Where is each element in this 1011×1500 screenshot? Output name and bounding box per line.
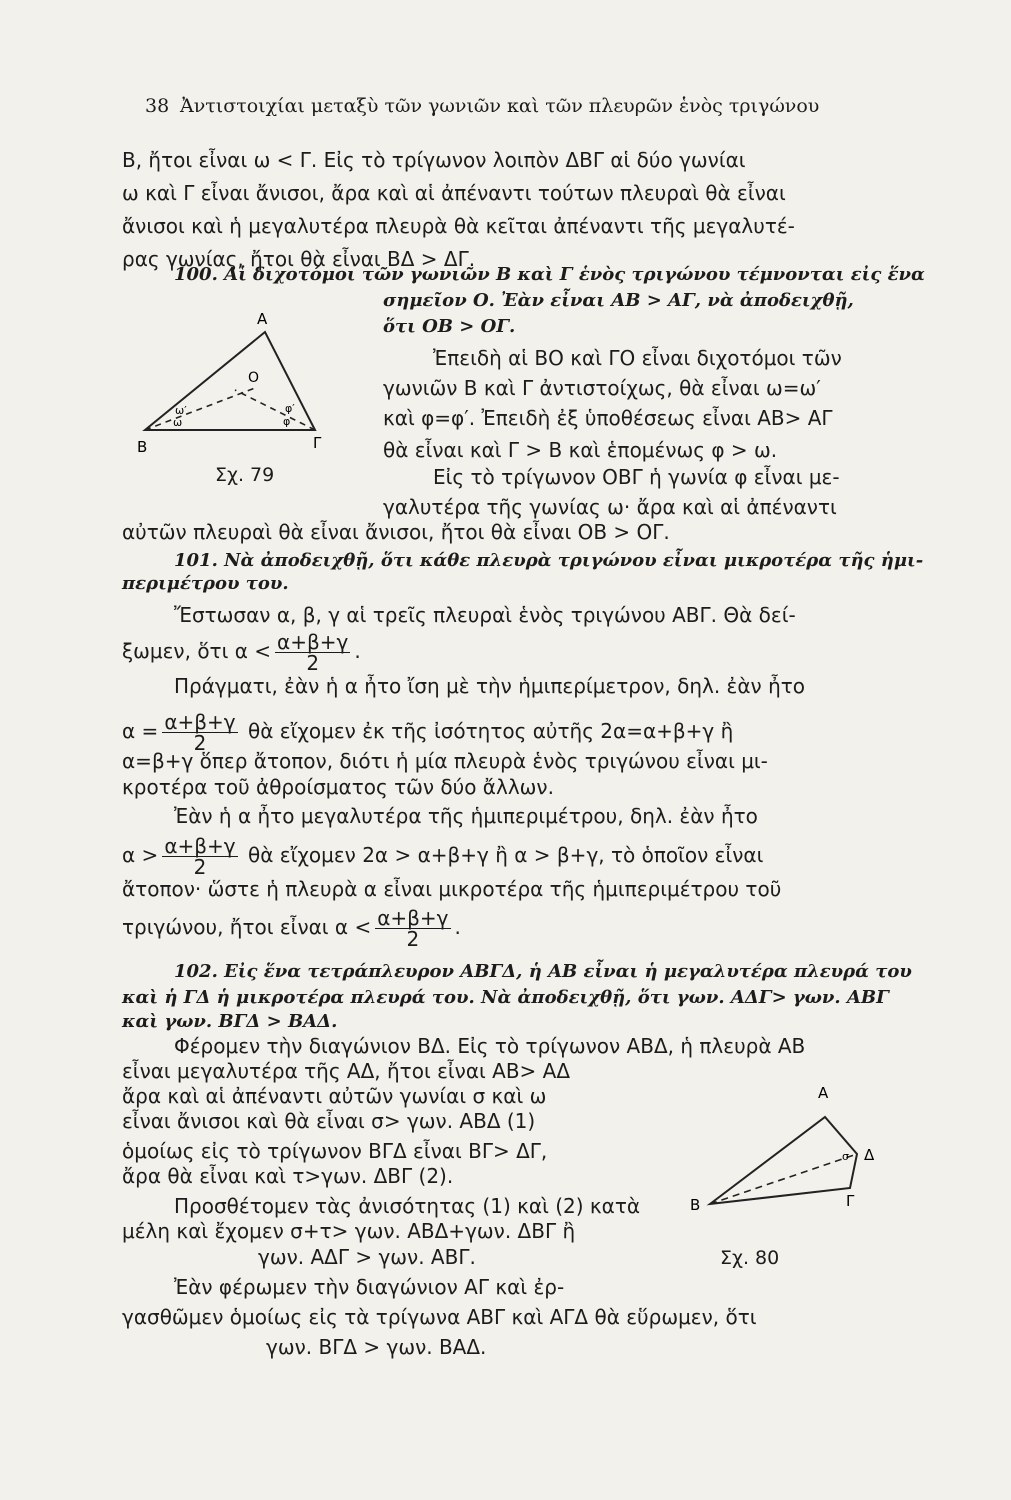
page-number: 38 (145, 95, 170, 117)
fraction-numerator: α+β+γ (377, 906, 449, 930)
fraction-denominator: 2 (193, 731, 207, 755)
proof-line: Πράγματι, ἐὰν ἡ α ἦτο ἴση μὲ τὴν ἡμιπερίμετρον, δηλ. ἐὰν ἦτο (174, 674, 806, 698)
bisector-go (235, 390, 315, 430)
label-a: Α (818, 1084, 829, 1102)
proof-line: μέλη καὶ ἔχομεν σ+τ> γων. ΑΒΔ+γων. ΔΒΓ ἢ (122, 1219, 576, 1243)
proof-line: γων. ΒΓΔ > γων. ΒΑΔ. (266, 1335, 487, 1359)
label-b: Β (690, 1196, 701, 1214)
proof-line: γασθῶμεν ὁμοίως εἰς τὰ τρίγωνα ΑΒΓ καὶ ΑΓΔ θὰ εὕρωμεν, ὅτι (122, 1305, 757, 1329)
proof-line: γαλυτέρα τῆς γωνίας ω· ἄρα καὶ αἱ ἀπέναντι (383, 495, 837, 519)
proof-line: γωνιῶν Β καὶ Γ ἀντιστοίχως, θὰ εἶναι ω=ω′ (383, 376, 821, 400)
inequality-line: ξωμεν, ὅτι α < $\frac{\alpha+\beta+\gamma}{2}$ . (122, 630, 361, 675)
intro-line: ἄνισοι καὶ ἡ μεγαλυτέρα πλευρὰ θὰ κεῖται ἀπέναντι τῆς μεγαλυτέ- (122, 214, 795, 238)
fraction-numerator: α+β+γ (164, 834, 236, 858)
equation-text: θὰ εἴχομεν ἐκ τῆς ἰσότητος αὐτῆς 2α=α+β+γ ἢ (247, 719, 734, 743)
proof-line: ἄρα θὰ εἶναι καὶ τ>γων. ΔΒΓ (2). (122, 1164, 454, 1188)
fraction-denominator: 2 (406, 927, 420, 951)
label-g: Γ (313, 434, 322, 452)
proof-line: Εἰς τὸ τρίγωνον ΟΒΓ ἡ γωνία φ εἶναι με- (433, 465, 840, 489)
fraction-semiperimeter (375, 908, 450, 949)
proof-line: ὁμοίως εἰς τὸ τρίγωνον ΒΓΔ εἶναι ΒΓ> ΔΓ, (122, 1139, 548, 1163)
inequality-text: τριγώνου, ἤτοι εἶναι α < (122, 915, 372, 939)
fraction-denominator: 2 (193, 855, 207, 879)
proof-line: γων. ΑΔΓ > γων. ΑΒΓ. (258, 1245, 476, 1269)
label-b: Β (137, 438, 148, 456)
fraction-semiperimeter (162, 712, 237, 753)
fraction-semiperimeter (162, 836, 237, 877)
problem-101-statement: περιμέτρου του. (122, 573, 289, 594)
running-title: Ἀντιστοιχίαι μεταξὺ τῶν γωνιῶν καὶ τῶν πλευρῶν ἑνὸς τριγώνου (180, 95, 820, 117)
proof-line: ἄρα καὶ αἱ ἀπέναντι αὐτῶν γωνίαι σ καὶ ω (122, 1084, 547, 1108)
label-phi: φ (283, 415, 291, 428)
label-omega-prime: ω′ (175, 404, 187, 417)
intro-line: ρας γωνίας, ἤτοι θὰ εἶναι ΒΔ > ΔΓ. (122, 247, 476, 271)
proof-line: ἄτοπον· ὥστε ἡ πλευρὰ α εἶναι μικροτέρα τῆς ἡμιπεριμέτρου τοῦ (122, 877, 782, 901)
inequality-line: τριγώνου, ἤτοι εἶναι α < $\frac{\alpha+\beta+\gamma}{2}$ . (122, 906, 461, 951)
equation-text: α = (122, 719, 159, 743)
problem-100-statement: ὅτι ΟΒ > ΟΓ. (383, 316, 516, 337)
problem-100-statement: σημεῖον Ο. Ἐὰν εἶναι ΑΒ > ΑΓ, νὰ ἀποδειχθῇ, (383, 290, 854, 311)
problem-102-statement: καὶ γων. ΒΓΔ > ΒΑΔ. (122, 1011, 338, 1032)
proof-line: Προσθέτομεν τὰς ἀνισότητας (1) καὶ (2) κατὰ (174, 1194, 641, 1218)
figure-80 (680, 1082, 900, 1222)
proof-line: αὐτῶν πλευραὶ θὰ εἶναι ἄνισοι, ἤτοι θὰ εἶναι ΟΒ > ΟΓ. (122, 520, 670, 544)
fraction-denominator: 2 (306, 651, 320, 675)
figure-79 (135, 310, 335, 470)
problem-100-statement: 100. Αἱ διχοτόμοι τῶν γωνιῶν Β καὶ Γ ἑνὸς τριγώνου τέμνονται εἰς ἕνα (174, 264, 925, 285)
problem-102-statement: 102. Εἰς ἕνα τετράπλευρον ΑΒΓΔ, ἡ ΑΒ εἶναι ἡ μεγαλυτέρα πλευρά του (174, 961, 912, 982)
proof-line: α=β+γ ὅπερ ἄτοπον, διότι ἡ μία πλευρὰ ἑνὸς τριγώνου εἶναι μι- (122, 749, 768, 773)
label-g: Γ (846, 1192, 855, 1210)
proof-line: θὰ εἶναι καὶ Γ > Β καὶ ἑπομένως φ > ω. (383, 438, 778, 462)
proof-line: κροτέρα τοῦ ἀθροίσματος τῶν δύο ἄλλων. (122, 775, 554, 799)
proof-line: εἶναι μεγαλυτέρα τῆς ΑΔ, ἤτοι εἶναι ΑΒ> ΑΔ (122, 1059, 571, 1083)
label-sigma: σ (842, 1150, 849, 1163)
problem-102-statement: καὶ ἡ ΓΔ ἡ μικροτέρα πλευρά του. Νὰ ἀποδειχθῇ, ὅτι γων. ΑΔΓ> γων. ΑΒΓ (122, 987, 889, 1008)
inequality-text: α > (122, 843, 159, 867)
proof-line: εἶναι ἄνισοι καὶ θὰ εἶναι σ> γων. ΑΒΔ (1) (122, 1109, 536, 1133)
label-phi-prime: φ′ (285, 402, 295, 415)
inequality-text: θὰ εἴχομεν 2α > α+β+γ ἢ α > β+γ, τὸ ὁποῖον εἶναι (247, 843, 764, 867)
intro-line: Β, ἤτοι εἶναι ω < Γ. Εἰς τὸ τρίγωνον λοιπὸν ΔΒΓ αἱ δύο γωνίαι (122, 148, 746, 172)
proof-line: Ἐπειδὴ αἱ ΒΟ καὶ ΓΟ εἶναι διχοτόμοι τῶν (433, 346, 842, 370)
label-a: Α (257, 310, 268, 328)
label-omega: ω (173, 416, 183, 429)
fraction-numerator: α+β+γ (164, 710, 236, 734)
inequality-text: ξωμεν, ὅτι α < (122, 639, 272, 663)
problem-101-statement: 101. Νὰ ἀποδειχθῇ, ὅτι κάθε πλευρὰ τριγώνου εἶναι μικροτέρα τῆς ἡμι- (174, 550, 924, 571)
bisector-bo (145, 388, 255, 430)
proof-line: καὶ φ=φ′. Ἐπειδὴ ἐξ ὑποθέσεως εἶναι ΑΒ> ΑΓ (383, 406, 833, 430)
proof-line: Ἐὰν φέρωμεν τὴν διαγώνιον ΑΓ καὶ ἐρ- (174, 1275, 565, 1299)
proof-line: Ἔστωσαν α, β, γ αἱ τρεῖς πλευραὶ ἑνὸς τριγώνου ΑΒΓ. Θὰ δεί- (174, 603, 796, 627)
figure-80-caption: Σχ. 80 (720, 1247, 780, 1269)
inequality-line (122, 836, 763, 877)
intro-line: ω καὶ Γ εἶναι ἄνισοι, ἄρα καὶ αἱ ἀπέναντι τούτων πλευραὶ θὰ εἶναι (122, 181, 786, 205)
fraction-semiperimeter (275, 632, 350, 673)
fraction-numerator: α+β+γ (277, 630, 349, 654)
label-o: Ο (248, 370, 260, 386)
quadrilateral-abgd (710, 1117, 857, 1204)
proof-line: Ἐὰν ἡ α ἦτο μεγαλυτέρα τῆς ἡμιπεριμέτρου, δηλ. ἐὰν ἦτο (174, 804, 758, 828)
label-d: Δ (864, 1146, 875, 1164)
figure-79-caption: Σχ. 79 (215, 464, 275, 486)
proof-line: Φέρομεν τὴν διαγώνιον ΒΔ. Εἰς τὸ τρίγωνον ΑΒΔ, ἡ πλευρὰ ΑΒ (174, 1034, 806, 1058)
equation-line (122, 712, 733, 753)
